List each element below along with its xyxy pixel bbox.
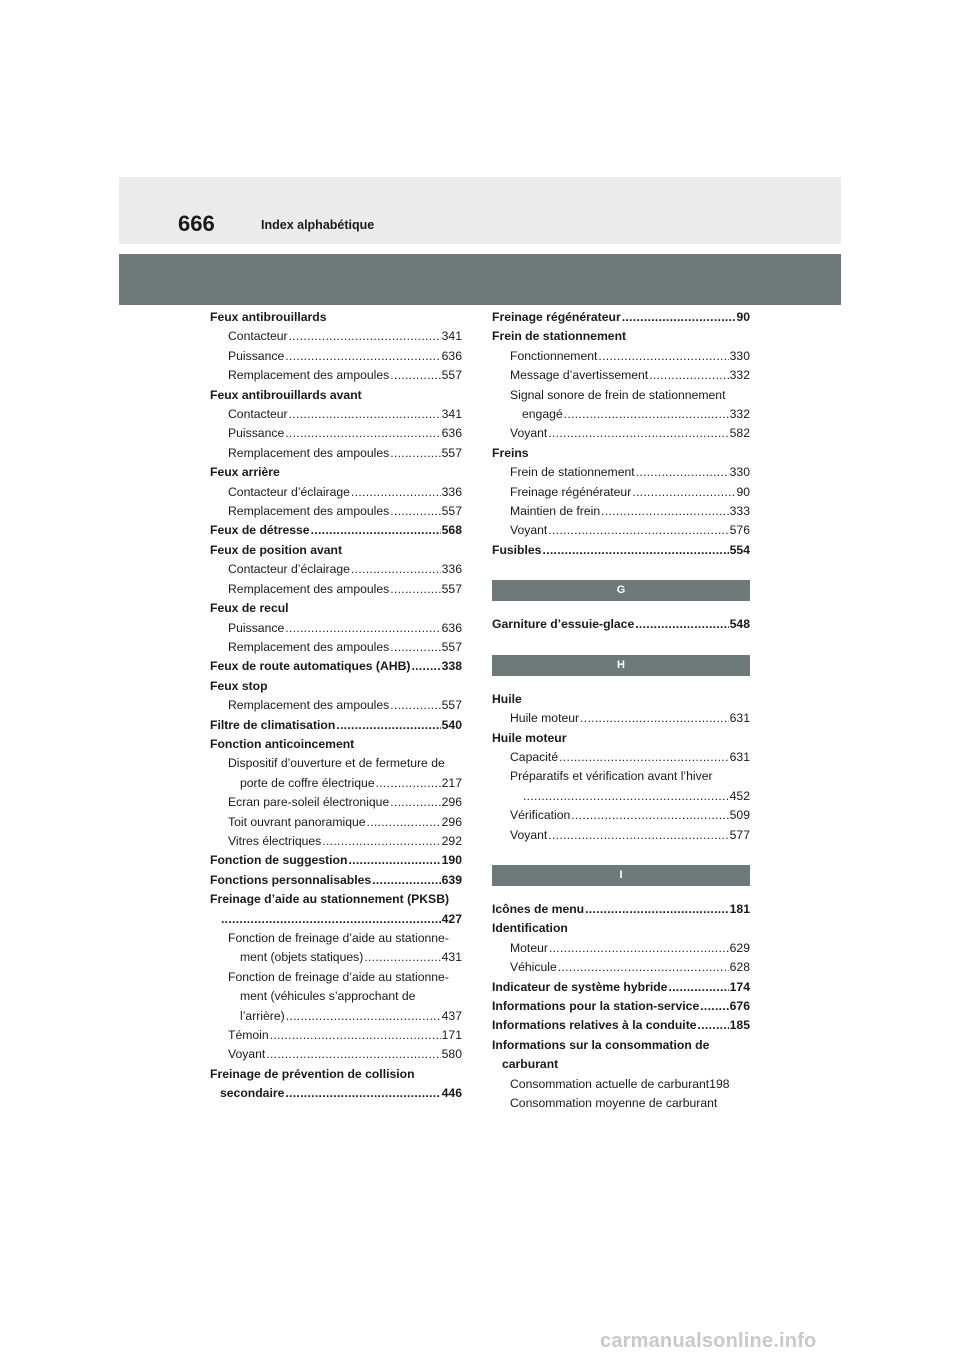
index-subentry xyxy=(210,424,462,443)
index-page-number: 557 xyxy=(441,504,462,519)
dot-leader xyxy=(564,405,729,424)
dot-leader xyxy=(559,748,729,767)
section-letter-bar: H xyxy=(492,655,750,676)
dot-leader xyxy=(285,619,440,638)
index-page-number: 557 xyxy=(441,639,462,654)
index-subentry xyxy=(492,958,750,977)
index-subentry xyxy=(210,405,462,424)
index-subentry xyxy=(492,502,750,521)
index-page-number: 330 xyxy=(729,465,750,480)
dot-leader xyxy=(221,910,441,929)
index-entry-label: Freins xyxy=(492,445,529,460)
dot-leader xyxy=(558,958,729,977)
dot-leader xyxy=(286,1007,441,1026)
dot-leader xyxy=(390,366,440,385)
index-page-number: 296 xyxy=(441,795,462,810)
dot-leader xyxy=(364,948,440,967)
index-subentry xyxy=(210,560,462,579)
index-page-number: 332 xyxy=(729,407,750,422)
index-entry-label: Fonction anticoincement xyxy=(210,736,355,751)
index-entry-label: Remplacement des ampoules xyxy=(228,698,390,713)
dot-leader xyxy=(622,308,736,327)
index-page-number: 332 xyxy=(729,368,750,383)
index-heading xyxy=(492,900,750,919)
index-entry-label: Feux de recul xyxy=(210,601,289,616)
index-subentry xyxy=(492,347,750,366)
index-entry-label: Fonctionnement xyxy=(510,348,598,363)
index-subentry xyxy=(210,813,462,832)
dot-leader xyxy=(390,502,440,521)
chapter-band xyxy=(119,254,841,305)
index-page-number: 676 xyxy=(729,998,750,1013)
index-subentry xyxy=(210,1045,462,1064)
dot-leader xyxy=(351,560,441,579)
index-entry-label: Freinage d’aide au stationnement (PKSB) xyxy=(210,892,450,907)
index-subentry xyxy=(492,1075,750,1094)
index-entry-label: Remplacement des ampoules xyxy=(228,368,390,383)
index-entry-label: carburant xyxy=(502,1057,559,1072)
dot-leader xyxy=(411,657,440,676)
index-entry-label: secondaire xyxy=(220,1086,285,1101)
dot-leader xyxy=(390,696,440,715)
index-subentry xyxy=(210,754,462,773)
index-entry-label: Voyant xyxy=(510,827,548,842)
dot-leader xyxy=(548,424,728,443)
dot-leader xyxy=(285,347,440,366)
index-heading xyxy=(210,541,462,560)
index-subentry xyxy=(492,939,750,958)
index-entry-label: Feux de détresse xyxy=(210,523,310,538)
index-heading xyxy=(210,657,462,676)
index-heading xyxy=(492,615,750,634)
index-page-number: 333 xyxy=(729,504,750,519)
index-subentry xyxy=(210,580,462,599)
index-page-number: 554 xyxy=(729,542,750,557)
index-heading xyxy=(210,463,462,482)
index-subentry xyxy=(492,366,750,385)
index-subentry xyxy=(492,709,750,728)
index-entry-label: Véhicule xyxy=(510,960,557,975)
index-entry-label: Vitres électriques xyxy=(228,833,322,848)
index-entry-label: Puissance xyxy=(228,620,285,635)
index-subentry xyxy=(210,638,462,657)
index-page-number: 198 xyxy=(709,1076,730,1091)
index-heading xyxy=(210,599,462,618)
index-entry-label: Puissance xyxy=(228,426,285,441)
dot-leader xyxy=(580,709,729,728)
index-entry-label: Vérification xyxy=(510,808,571,823)
index-entry-label: Frein de stationnement xyxy=(492,329,627,344)
index-page-number: 628 xyxy=(729,960,750,975)
index-entry-label: Ecran pare-soleil électronique xyxy=(228,795,390,810)
index-entry-label: Moteur xyxy=(510,940,548,955)
index-subentry xyxy=(210,1026,462,1045)
index-page-number: 330 xyxy=(729,348,750,363)
dot-leader xyxy=(542,541,728,560)
index-heading xyxy=(210,386,462,405)
index-subentry xyxy=(210,1007,462,1026)
index-page-number: 427 xyxy=(441,911,462,926)
index-heading xyxy=(492,690,750,709)
index-subentry xyxy=(210,619,462,638)
index-page-number: 174 xyxy=(729,979,750,994)
index-heading xyxy=(492,541,750,560)
index-entry-label: Remplacement des ampoules xyxy=(228,639,390,654)
index-entry-label: Contacteur d’éclairage xyxy=(228,484,350,499)
index-subentry xyxy=(210,444,462,463)
index-page-number: 190 xyxy=(441,853,462,868)
index-entry-label: Filtre de climatisation xyxy=(210,717,336,732)
index-entry-label: Feux antibrouillards xyxy=(210,310,327,324)
index-page-number: 636 xyxy=(441,348,462,363)
index-subentry xyxy=(492,463,750,482)
index-entry-label: Contacteur xyxy=(228,329,288,344)
dot-leader xyxy=(698,1016,729,1035)
index-entry-label: Indicateur de système hybride xyxy=(492,979,668,994)
index-column-left xyxy=(210,308,462,1104)
index-subentry xyxy=(492,424,750,443)
index-page-number: 582 xyxy=(729,426,750,441)
watermark: carmanualsonline.info xyxy=(600,1330,817,1352)
index-entry-label: Freinage régénérateur xyxy=(492,310,621,324)
index-page-number: 548 xyxy=(729,617,750,632)
dot-leader xyxy=(585,900,729,919)
index-page-number: 341 xyxy=(441,329,462,344)
index-entry-label: Icônes de menu xyxy=(492,901,585,916)
index-entry-label: Huile moteur xyxy=(492,730,567,745)
index-subentry xyxy=(210,793,462,812)
index-entry-label: Puissance xyxy=(228,348,285,363)
index-page-number: 631 xyxy=(729,711,750,726)
dot-leader xyxy=(390,793,440,812)
index-heading xyxy=(210,521,462,540)
index-entry-label: Voyant xyxy=(510,523,548,538)
index-page-number: 185 xyxy=(729,1018,750,1033)
index-subentry xyxy=(210,968,462,987)
index-entry-label: Voyant xyxy=(228,1047,266,1062)
index-entry-label: Freinage régénérateur xyxy=(510,484,632,499)
index-heading xyxy=(210,308,462,327)
index-entry-label: Informations relatives à la conduite xyxy=(492,1018,697,1033)
index-page-number: 509 xyxy=(729,808,750,823)
index-heading xyxy=(210,871,462,890)
index-subentry xyxy=(210,347,462,366)
index-entry-label: Frein de stationnement xyxy=(510,465,635,480)
index-page-number: 431 xyxy=(441,950,462,965)
section-title: Index alphabétique xyxy=(261,218,375,232)
index-heading xyxy=(492,308,750,327)
index-heading xyxy=(210,1084,462,1103)
index-subentry xyxy=(492,405,750,424)
index-subentry xyxy=(492,521,750,540)
index-entry-label: ment (véhicules s’approchant de xyxy=(240,989,416,1004)
index-column-right xyxy=(492,308,750,1113)
index-subentry xyxy=(492,767,750,786)
index-page-number: 296 xyxy=(441,814,462,829)
index-entry-label: Dispositif d’ouverture et de fermeture de xyxy=(228,756,445,771)
dot-leader xyxy=(270,1026,441,1045)
index-subentry xyxy=(210,774,462,793)
dot-leader xyxy=(390,580,440,599)
index-heading xyxy=(210,677,462,696)
index-subentry xyxy=(210,327,462,346)
dot-leader xyxy=(635,615,728,634)
index-entry-label: Remplacement des ampoules xyxy=(228,581,390,596)
index-entry-label: Huile moteur xyxy=(510,711,580,726)
index-page-number: 452 xyxy=(729,788,750,803)
section-letter-bar: I xyxy=(492,865,750,886)
index-page-number: 568 xyxy=(441,523,462,538)
index-entry-label: Préparatifs et vérification avant l’hiver xyxy=(510,769,713,784)
index-subentry xyxy=(210,948,462,967)
index-page-number: 90 xyxy=(736,484,750,499)
index-entry-label: Fonction de freinage d’aide au stationne- xyxy=(228,969,449,984)
index-entry-label: Capacité xyxy=(510,749,559,764)
index-page-number: 577 xyxy=(729,827,750,842)
dot-leader xyxy=(390,638,440,657)
index-entry-label: Signal sonore de frein de stationnement xyxy=(510,387,726,402)
index-heading xyxy=(210,890,462,909)
section-letter-bar: G xyxy=(492,580,750,601)
dot-leader xyxy=(523,787,729,806)
index-entry-label: Feux antibrouillards avant xyxy=(210,387,362,402)
dot-leader xyxy=(266,1045,440,1064)
index-entry-label: ment (objets statiques) xyxy=(240,950,364,965)
index-subentry xyxy=(210,987,462,1006)
index-page-number: 636 xyxy=(441,426,462,441)
index-heading xyxy=(210,735,462,754)
index-heading xyxy=(210,716,462,735)
index-heading xyxy=(492,327,750,346)
index-subentry xyxy=(210,929,462,948)
index-entry-label: Informations sur la consommation de xyxy=(492,1037,710,1052)
index-entry-label: Consommation actuelle de carburant xyxy=(510,1076,710,1091)
index-entry-label: Consommation moyenne de carburant xyxy=(510,1096,718,1110)
dot-leader xyxy=(336,716,440,735)
index-entry-label: l’arrière) xyxy=(240,1008,285,1023)
dot-leader xyxy=(668,978,728,997)
index-subentry xyxy=(210,832,462,851)
index-subentry xyxy=(210,483,462,502)
index-entry-label: Maintien de frein xyxy=(510,504,601,519)
index-subentry xyxy=(492,787,750,806)
index-page-number: 631 xyxy=(729,749,750,764)
index-entry-label: Témoin xyxy=(228,1028,269,1043)
index-entry-label: Toit ouvrant panoramique xyxy=(228,814,366,829)
dot-leader xyxy=(390,444,440,463)
index-entry-label: Remplacement des ampoules xyxy=(228,504,390,519)
index-heading xyxy=(492,997,750,1016)
dot-leader xyxy=(548,521,728,540)
dot-leader xyxy=(285,424,440,443)
dot-leader xyxy=(649,366,728,385)
index-entry-label: Remplacement des ampoules xyxy=(228,445,390,460)
index-heading xyxy=(210,1065,462,1084)
index-entry-label: Fonction de suggestion xyxy=(210,853,348,868)
index-entry-label: Fusibles xyxy=(492,542,542,557)
index-page-number: 338 xyxy=(441,659,462,674)
index-subentry xyxy=(210,366,462,385)
index-page-number: 557 xyxy=(441,445,462,460)
index-heading xyxy=(492,729,750,748)
index-entry-label: Informations pour la station-service xyxy=(492,998,700,1013)
index-entry-label: porte de coffre électrique xyxy=(240,775,375,790)
index-subentry xyxy=(492,1094,750,1113)
dot-leader xyxy=(367,813,441,832)
index-page-number: 171 xyxy=(441,1028,462,1043)
dot-leader xyxy=(700,997,728,1016)
index-page-number: 341 xyxy=(441,407,462,422)
index-page-number: 446 xyxy=(441,1086,462,1101)
index-heading xyxy=(210,910,462,929)
dot-leader xyxy=(285,1084,440,1103)
index-entry-label: Contacteur d’éclairage xyxy=(228,562,350,577)
index-heading xyxy=(492,919,750,938)
dot-leader xyxy=(348,851,440,870)
index-subentry xyxy=(492,806,750,825)
index-entry-label: Fonctions personnalisables xyxy=(210,872,372,887)
index-subentry xyxy=(492,483,750,502)
index-entry-label: Message d’avertissement xyxy=(510,368,649,383)
index-entry-label: Voyant xyxy=(510,426,548,441)
dot-leader xyxy=(571,806,728,825)
index-page-number: 540 xyxy=(441,717,462,732)
dot-leader xyxy=(322,832,440,851)
index-subentry xyxy=(210,696,462,715)
index-entry-label: Fonction de freinage d’aide au stationne- xyxy=(228,931,449,945)
index-heading xyxy=(492,1055,750,1074)
index-entry-label: Huile xyxy=(492,691,522,706)
index-entry-label: Contacteur xyxy=(228,407,288,422)
index-entry-label: Feux de route automatiques (AHB) xyxy=(210,659,411,674)
dot-leader xyxy=(632,483,735,502)
dot-leader xyxy=(289,327,441,346)
index-subentry xyxy=(492,386,750,405)
index-heading xyxy=(492,978,750,997)
index-page-number: 629 xyxy=(729,940,750,955)
index-entry-label: Feux stop xyxy=(210,678,268,693)
index-entry-label: Identification xyxy=(492,921,568,936)
index-subentry xyxy=(210,502,462,521)
index-subentry xyxy=(492,826,750,845)
index-heading xyxy=(210,851,462,870)
dot-leader xyxy=(598,347,728,366)
dot-leader xyxy=(351,483,441,502)
index-page-number: 639 xyxy=(441,872,462,887)
index-page-number: 557 xyxy=(441,698,462,713)
page-number: 666 xyxy=(178,211,215,236)
index-subentry xyxy=(492,748,750,767)
dot-leader xyxy=(311,521,441,540)
index-heading xyxy=(492,1036,750,1055)
index-entry-label: engagé xyxy=(522,407,563,422)
index-page-number: 557 xyxy=(441,581,462,596)
index-page-number: 181 xyxy=(729,901,750,916)
dot-leader xyxy=(601,502,729,521)
index-page-number: 580 xyxy=(441,1047,462,1062)
index-page-number: 292 xyxy=(441,833,462,848)
index-page-number: 336 xyxy=(441,562,462,577)
dot-leader xyxy=(636,463,729,482)
index-page-number: 636 xyxy=(441,620,462,635)
dot-leader xyxy=(372,871,440,890)
index-page-number: 576 xyxy=(729,523,750,538)
index-page-number: 557 xyxy=(441,368,462,383)
dot-leader xyxy=(376,774,441,793)
dot-leader xyxy=(549,939,729,958)
index-page-number: 90 xyxy=(736,310,750,324)
dot-leader xyxy=(289,405,441,424)
dot-leader xyxy=(548,826,728,845)
index-page-number: 336 xyxy=(441,484,462,499)
index-entry-label: Freinage de prévention de collision xyxy=(210,1066,415,1081)
header-band xyxy=(119,177,841,244)
index-heading xyxy=(492,1016,750,1035)
index-page-number: 437 xyxy=(441,1008,462,1023)
index-page-number: 217 xyxy=(441,775,462,790)
index-heading xyxy=(492,444,750,463)
index-entry-label: Feux de position avant xyxy=(210,542,343,557)
index-entry-label: Feux arrière xyxy=(210,465,280,480)
index-entry-label: Garniture d’essuie-glace xyxy=(492,617,635,632)
